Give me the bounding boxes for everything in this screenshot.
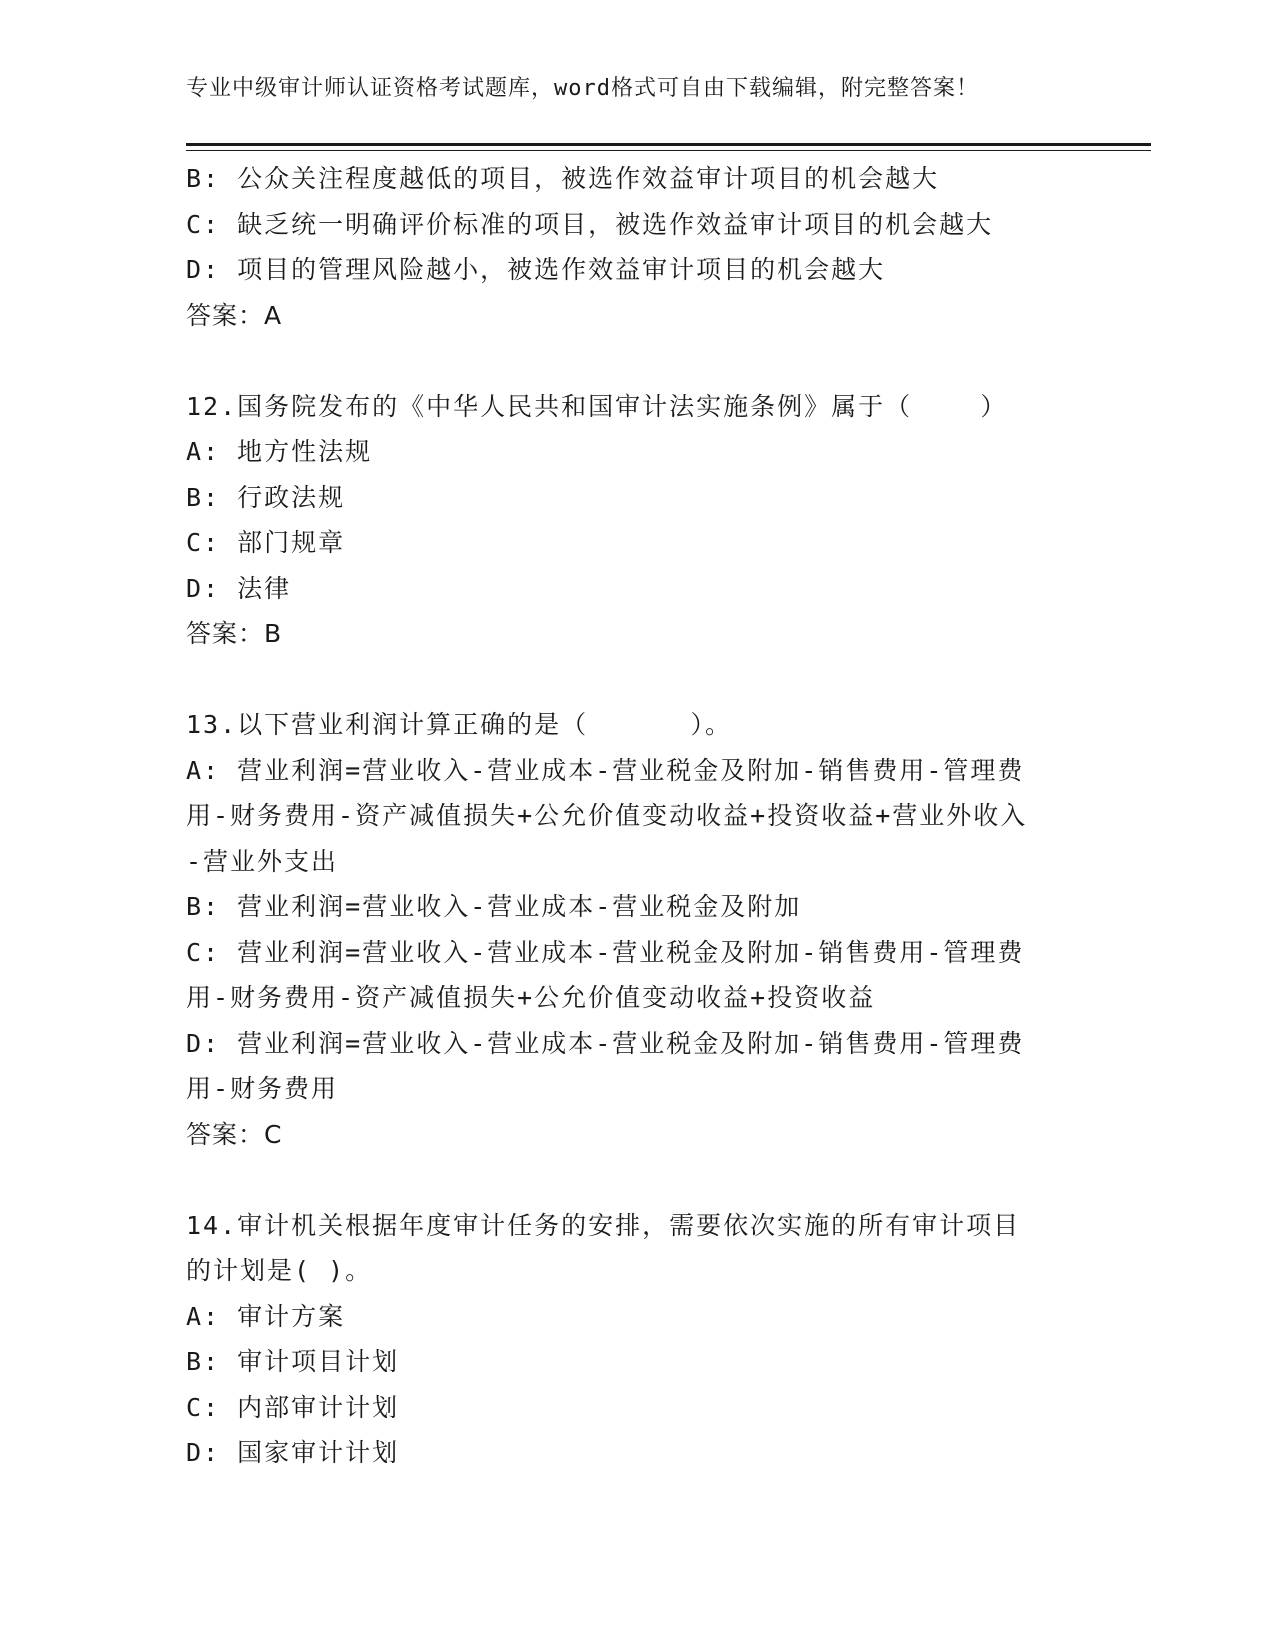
option-line: B: 公众关注程度越低的项目，被选作效益审计项目的机会越大 [186,164,940,193]
header-rule-thick [186,143,1151,146]
page-header: 专业中级审计师认证资格考试题库，word格式可自由下载编辑，附完整答案！ [186,76,979,101]
option-line: D: 国家审计计划 [186,1438,400,1467]
question-12 [186,384,1086,657]
question-stem: 13.以下营业利润计算正确的是（ ）。 [186,710,732,739]
option-line: D: 法律 [186,573,292,603]
option-line: D: 营业利润=营业收入-营业成本-营业税金及附加-销售费用-管理费 [186,1028,1025,1058]
option-line-continued: 用-财务费用-资产减值损失+公允价值变动收益+投资收益+营业外收入 [186,801,1028,830]
option-line: C: 内部审计计划 [186,1392,400,1422]
option-line: C: 营业利润=营业收入-营业成本-营业税金及附加-销售费用-管理费 [186,937,1025,967]
option-line: A: 地方性法规 [186,437,373,466]
question-stem: 14.审计机关根据年度审计任务的安排，需要依次实施的所有审计项目 [186,1210,1021,1240]
spacer [186,1157,1086,1203]
option-line: A: 营业利润=营业收入-营业成本-营业税金及附加-销售费用-管理费 [186,755,1025,785]
header-rule-thin [186,150,1151,151]
option-line: B: 审计项目计划 [186,1347,400,1376]
spacer [186,657,1086,703]
answer-line: 答案：B [186,619,283,648]
option-line: C: 部门规章 [186,528,346,557]
option-line-continued: 用-财务费用-资产减值损失+公允价值变动收益+投资收益 [186,983,876,1012]
question-content [186,156,1086,1476]
option-line-continued: 用-财务费用 [186,1074,339,1103]
answer-line: 答案：A [186,300,283,330]
option-line: B: 行政法规 [186,482,346,512]
question-14 [186,1203,1086,1476]
option-line: A: 审计方案 [186,1301,346,1331]
option-line: B: 营业利润=营业收入-营业成本-营业税金及附加 [186,892,802,921]
spacer [186,338,1086,384]
question-13 [186,702,1086,1157]
question-stem-continued: 的计划是( )。 [186,1256,373,1285]
question-stem: 12.国务院发布的《中华人民共和国审计法实施条例》属于（ ） [186,391,1008,421]
option-line: C: 缺乏统一明确评价标准的项目，被选作效益审计项目的机会越大 [186,209,994,239]
option-line: D: 项目的管理风险越小，被选作效益审计项目的机会越大 [186,255,886,284]
option-line-continued: -营业外支出 [186,846,339,876]
answer-line: 答案：C [186,1119,283,1149]
